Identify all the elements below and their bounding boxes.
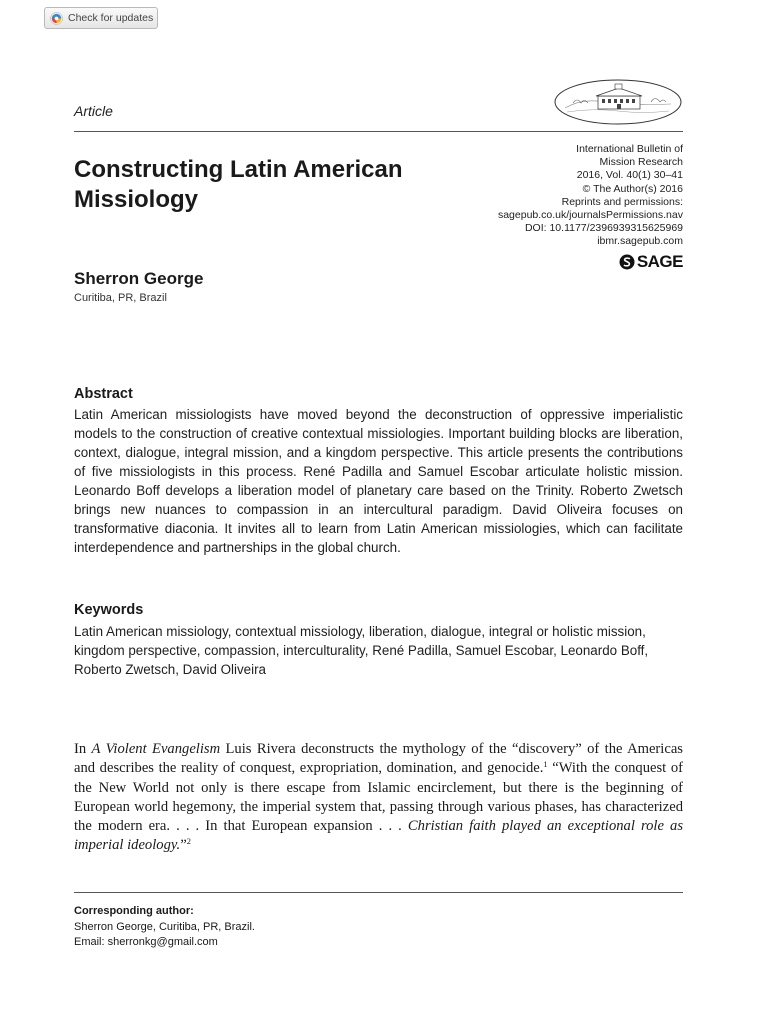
journal-website-link[interactable]: ibmr.sagepub.com [597, 235, 683, 248]
email-label: Email: [74, 936, 108, 948]
journal-logo [553, 78, 683, 126]
footnote-ref-1[interactable]: 1 [543, 759, 548, 770]
footnote-ref-2[interactable]: 2 [186, 836, 191, 847]
header-rule [74, 131, 683, 132]
journal-info-line: 2016, Vol. 40(1) 30–41 [576, 169, 683, 182]
check-for-updates-button[interactable] [44, 7, 158, 29]
article-title: Constructing Latin American Missiology [74, 156, 403, 213]
crossmark-icon [50, 12, 63, 25]
corresponding-author [74, 904, 255, 951]
journal-info [498, 143, 683, 249]
sage-mark-icon [619, 254, 635, 270]
body-text-segment: In [74, 741, 92, 757]
body-paragraph [74, 740, 683, 856]
body-text-segment: Luis Rivera deconstructs the mythology of the “discovery” of the Americas and describes the reality of conquest, expropriation, domination, and genocide. [74, 741, 683, 777]
corresponding-author-heading: Corresponding author: [74, 905, 194, 917]
abstract-text: Latin American missiologists have moved beyond the deconstruction of oppressive imperialistic models to the construction of creative contextual missiologies. Important building blocks are liberation, context, dialogue, integral mission, and a kingdom perspective. This article presents the contributions of five missiologists in this process. René Padilla and Samuel Escobar articulate holistic mission. Leonardo Boff develops a liberation model of planetary care based on the Trinity. Roberto Zwetsch brings new nuances to compassion in an intercultural paradigm. David Oliveira focuses on transformative diaconia. It invites all to learn from Latin American missiologies, which can facilitate interdependence and partnerships in the global church. [74, 407, 683, 555]
keywords-text: Latin American missiology, contextual missiology, liberation, dialogue, integral or holistic mission, kingdom perspective, compassion, interculturality, René Padilla, Samuel Escobar, Leonardo Boff, Roberto Zwetsch, David Oliveira [74, 624, 649, 677]
doi-link[interactable]: DOI: 10.1177/2396939315625969 [524, 222, 683, 235]
journal-info-line: © The Author(s) 2016 [582, 182, 683, 195]
keywords-heading: Keywords [74, 602, 144, 618]
author-name: Sherron George [74, 269, 204, 288]
author-affiliation: Curitiba, PR, Brazil [74, 292, 167, 304]
check-updates-label: Check for updates [68, 12, 154, 24]
book-title: A Violent Evangelism [91, 741, 221, 757]
email-link[interactable]: sherronkg@gmail.com [107, 936, 218, 948]
footnote-rule [74, 892, 683, 893]
body-text-segment: “With the conquest of the New World not only is there escape from Islamic encirclement, but there is the beginning of European world hegemony, the imperial system that, passing through various phases, has characterized the modern era. . . . In that European expansion . . . [74, 760, 683, 835]
corresponding-author-address: Sherron George, Curitiba, PR, Brazil. [74, 920, 255, 933]
journal-info-line: International Bulletin of [576, 143, 683, 155]
permissions-link[interactable]: sagepub.co.uk/journalsPermissions.nav [497, 209, 683, 222]
journal-info-line: Mission Research [599, 156, 683, 169]
sage-logo-text: SAGE [636, 252, 683, 271]
article-type-label: Article [74, 103, 113, 119]
journal-info-line: Reprints and permissions: [561, 195, 683, 208]
sage-logo [619, 252, 683, 272]
abstract-heading: Abstract [74, 386, 133, 402]
body-text-segment: ” [180, 837, 187, 854]
italic-quote: Christian faith played an exceptional role as imperial ideology. [74, 818, 683, 854]
corresponding-author-email-line [74, 935, 255, 951]
